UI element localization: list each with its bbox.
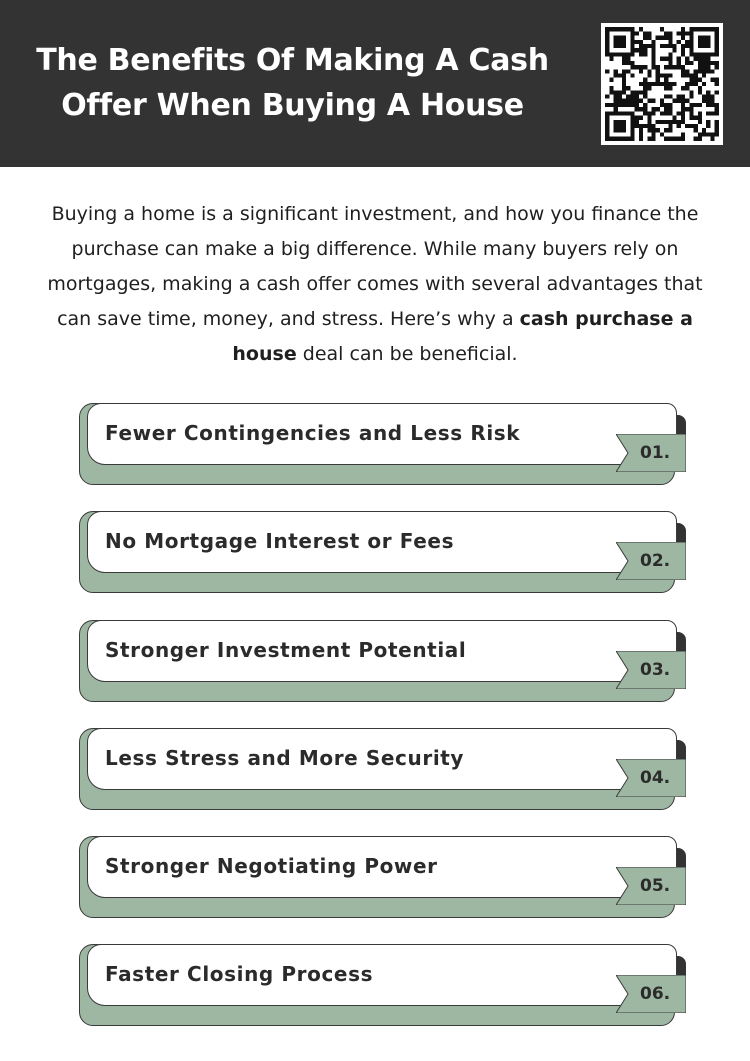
- benefit-label: Stronger Investment Potential: [105, 638, 467, 662]
- page-title: [20, 38, 565, 128]
- benefit-label: Stronger Negotiating Power: [105, 854, 438, 878]
- number-tag: [616, 434, 686, 472]
- intro-text: Buying a home is a significant investment, and how you finance the purchase can make a big difference. While many buyers rely on mortgages, making a cash offer comes with several advantages that can save time, money, and stress. Here’s why a: [47, 203, 703, 330]
- number-tag: [616, 759, 686, 797]
- qr-code-graphic: [601, 23, 723, 145]
- number-tag: [616, 975, 686, 1013]
- benefit-number: 06.: [640, 984, 671, 1004]
- benefit-number: 05.: [640, 876, 671, 896]
- number-tag: [616, 651, 686, 689]
- benefit-number: 03.: [640, 660, 671, 680]
- benefit-card-3: [79, 620, 686, 702]
- benefit-number: 04.: [640, 768, 671, 788]
- benefit-card-4: [79, 728, 686, 810]
- benefit-number: 02.: [640, 551, 671, 571]
- benefit-label: Faster Closing Process: [105, 962, 374, 986]
- benefit-label: Fewer Contingencies and Less Risk: [105, 421, 521, 445]
- benefit-card-6: [79, 944, 686, 1026]
- intro-text-end: deal can be beneficial.: [296, 343, 518, 365]
- header-banner: [0, 0, 750, 167]
- benefit-label: Less Stress and More Security: [105, 746, 465, 770]
- intro-paragraph: [30, 197, 720, 372]
- title-line-1: The Benefits Of Making A Cash: [36, 43, 549, 78]
- benefit-card-5: [79, 836, 686, 918]
- number-tag: [616, 542, 686, 580]
- qr-code-icon[interactable]: [601, 23, 723, 145]
- benefit-label: No Mortgage Interest or Fees: [105, 529, 455, 553]
- intro-bold-phrase: cash purchase a house: [232, 308, 693, 365]
- benefit-number: 01.: [640, 443, 671, 463]
- title-line-2: Offer When Buying A House: [61, 88, 524, 123]
- benefit-card-2: [79, 511, 686, 593]
- benefit-card-1: [79, 403, 686, 485]
- number-tag: [616, 867, 686, 905]
